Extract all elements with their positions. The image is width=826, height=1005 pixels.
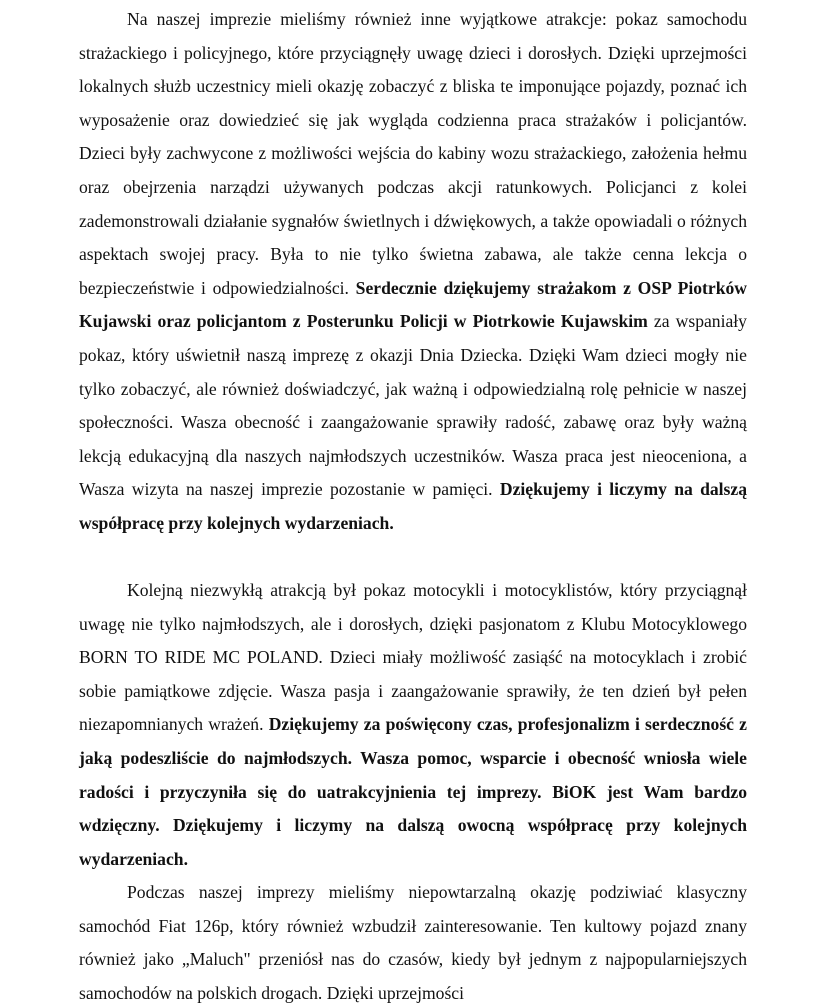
bold-thanks-cooperation: Dziękujemy i liczymy na dalszą współpracę przy kolejnych wydarzeniach. bbox=[79, 479, 747, 533]
bold-thanks-fire-police: Serdecznie dziękujemy strażakom z OSP Piotrków Kujawski oraz policjantom z Posterunku Policji w Piotrkowie Kujawskim bbox=[79, 277, 747, 332]
text-segment: Podczas naszej imprezy mieliśmy niepowtarzalną okazję podziwiać klasyczny samochód Fiat 126p, który również wzbudził zainteresowanie. Ten kultowy pojazd znany również jako „Maluch" przeniósł nas do czasów, kiedy był jednym z najpopularniejszych samochodów na polskich drogach. Dzięki uprzejmości bbox=[79, 882, 747, 1003]
paragraph-fiat-126p bbox=[79, 876, 747, 1005]
bold-thanks-motorcycle-club: Dziękujemy za poświęcony czas, profesjonalizm i serdeczność z jaką podeszliście do najmłodszych. Wasza pomoc, wsparcie i obecność wniosła wiele radości i przyczyniła się do uatrakcyjnienia tej imprezy. BiOK jest Wam bardzo wdzięczny. Dziękujemy i liczymy na dalszą owocną współpracę przy kolejnych wydarzeniach. bbox=[79, 714, 747, 869]
paragraph-emergency-services bbox=[79, 3, 747, 541]
text-segment: za wspaniały pokaz, który uświetnił naszą imprezę z okazji Dnia Dziecka. Dzięki Wam dzieci mogły nie tylko zobaczyć, ale również doświadczyć, jak ważną i odpowiedzialną rolę pełnicie w naszej społeczności. Wasza obecność i zaangażowanie sprawiły radość, zabawę oraz były ważną lekcją edukacyjną dla naszych najmłodszych uczestników. Wasza praca jest nieoceniona, a Wasza wizyta na naszej imprezie pozostanie w pamięci. bbox=[79, 311, 747, 500]
paragraph-motorcycles bbox=[79, 574, 747, 876]
text-segment: Na naszej imprezie mieliśmy również inne wyjątkowe atrakcje: pokaz samochodu strażackiego i policyjnego, które przyciągnęły uwagę dzieci i dorosłych. Dzięki uprzejmości lokalnych służb uczestnicy mieli okazję zobaczyć z bliska te imponujące pojazdy, poznać ich wyposażenie oraz dowiedzieć się jak wygląda codzienna praca strażaków i policjantów. Dzieci były zachwycone z możliwości wejścia do kabiny wozu strażackiego, założenia hełmu oraz obejrzenia narządzi używanych podczas akcji ratunkowych. Policjanci z kolei zademonstrowali działanie sygnałów świetlnych i dźwiękowych, a także opowiadali o różnych aspektach swojej pracy. Była to nie tylko świetna zabawa, ale także cenna lekcja o bezpieczeństwie i odpowiedzialności. bbox=[79, 9, 747, 298]
text-segment: Kolejną niezwykłą atrakcją był pokaz motocykli i motocyklistów, który przyciągnął uwagę nie tylko najmłodszych, ale i dorosłych, dzięki pasjonatom z Klubu Motocyklowego BORN TO RIDE MC POLAND. Dzieci miały możliwość zasiąść na motocyklach i zrobić sobie pamiątkowe zdjęcie. Wasza pasja i zaangażowanie sprawiły, że ten dzień był pełen niezapomnianych wrażeń. bbox=[79, 580, 747, 735]
